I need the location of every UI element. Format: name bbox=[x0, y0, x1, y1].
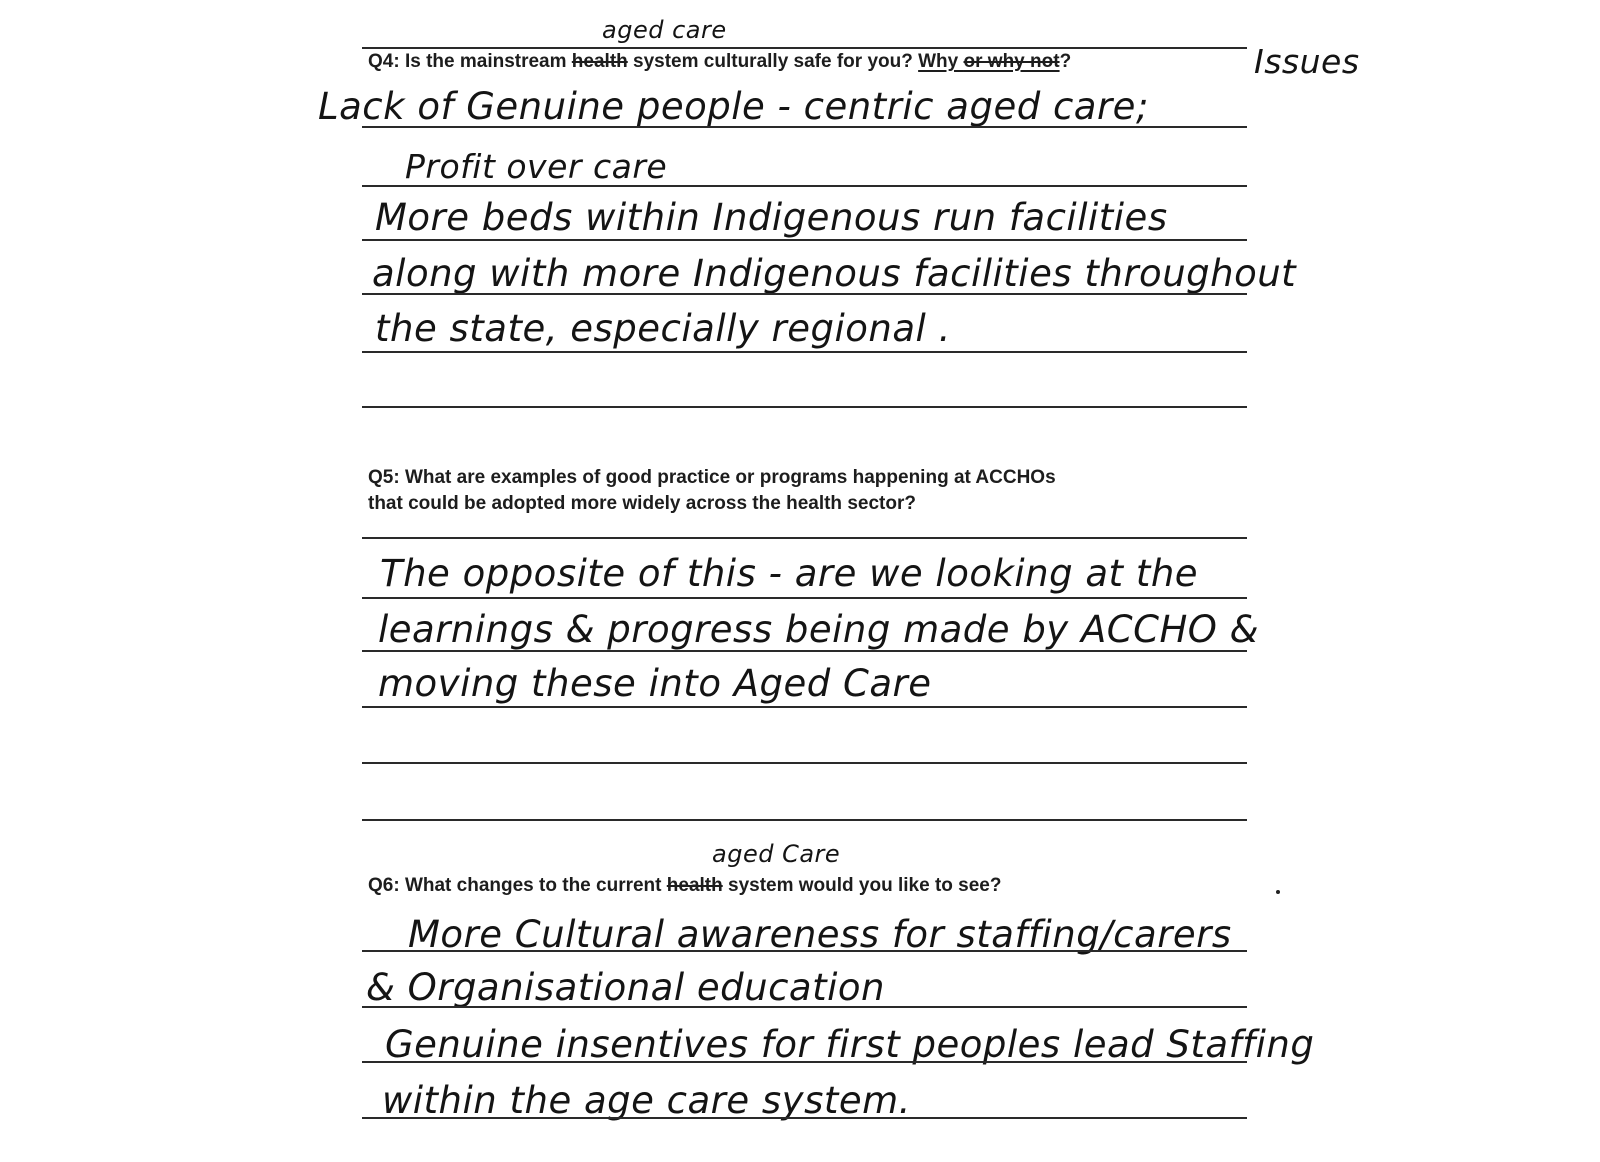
q5-rule-5 bbox=[362, 762, 1247, 764]
q4-margin-note: Issues bbox=[1254, 42, 1360, 81]
q4-answer-line-2: Profit over care bbox=[405, 147, 668, 186]
q4-insert-above: aged care bbox=[602, 16, 727, 44]
q6-question-prefix: Q6: What changes to the current bbox=[368, 875, 667, 896]
q6-rule-2 bbox=[362, 1006, 1247, 1008]
q5-question-line-1: Q5: What are examples of good practice or programs happening at ACCHOs bbox=[368, 467, 1056, 488]
q5-question-line-2: that could be adopted more widely across the health sector? bbox=[368, 493, 916, 514]
q4-why-struck: or why not bbox=[963, 51, 1060, 72]
stray-dot bbox=[1276, 890, 1280, 894]
q4-rule-3 bbox=[362, 239, 1247, 241]
q4-rule-1 bbox=[362, 126, 1247, 128]
q5-rule-6 bbox=[362, 819, 1247, 821]
q6-rule-1 bbox=[362, 950, 1247, 952]
q6-answer-line-4: within the age care system. bbox=[382, 1079, 911, 1122]
q6-answer-line-1: More Cultural awareness for staffing/carers bbox=[408, 913, 1232, 956]
q4-question-middle: system culturally safe for you? bbox=[627, 51, 919, 72]
q6-answer-line-3: Genuine insentives for first peoples lead Staffing bbox=[385, 1023, 1315, 1066]
q4-why bbox=[918, 51, 1059, 72]
q6-question bbox=[368, 872, 1001, 899]
q6-rule-3 bbox=[362, 1061, 1247, 1063]
q4-why-pre: Why bbox=[918, 51, 964, 72]
q6-answer-line-2: & Organisational education bbox=[366, 966, 885, 1009]
q4-question-prefix: Q4: Is the mainstream bbox=[368, 51, 572, 72]
q6-insert-above: aged Care bbox=[712, 840, 841, 868]
q5-answer-line-2: learnings & progress being made by ACCHO & bbox=[378, 608, 1259, 651]
q5-rule-1 bbox=[362, 537, 1247, 539]
q4-rule-5 bbox=[362, 351, 1247, 353]
q5-rule-4 bbox=[362, 706, 1247, 708]
q6-struck-word: health bbox=[666, 875, 723, 896]
q4-answer-line-5: the state, especially regional . bbox=[375, 307, 951, 350]
q5-rule-2 bbox=[362, 597, 1247, 599]
q4-answer-line-4: along with more Indigenous facilities throughout bbox=[372, 252, 1297, 295]
q5-answer-line-1: The opposite of this - are we looking at the bbox=[380, 552, 1199, 595]
q4-rule-4 bbox=[362, 293, 1247, 295]
q5-rule-3 bbox=[362, 650, 1247, 652]
q5-answer-line-3: moving these into Aged Care bbox=[378, 662, 932, 705]
q6-question-suffix: system would you like to see? bbox=[722, 875, 1002, 896]
q4-rule-6 bbox=[362, 406, 1247, 408]
q4-question-suffix: ? bbox=[1059, 51, 1072, 72]
q4-answer-line-3: More beds within Indigenous run facilities bbox=[375, 196, 1168, 239]
q4-answer-line-1: Lack of Genuine people - centric aged care; bbox=[318, 85, 1149, 128]
q4-rule-2 bbox=[362, 185, 1247, 187]
q4-question bbox=[368, 48, 1071, 75]
q6-rule-4 bbox=[362, 1117, 1247, 1119]
q4-struck-word: health bbox=[571, 51, 628, 72]
